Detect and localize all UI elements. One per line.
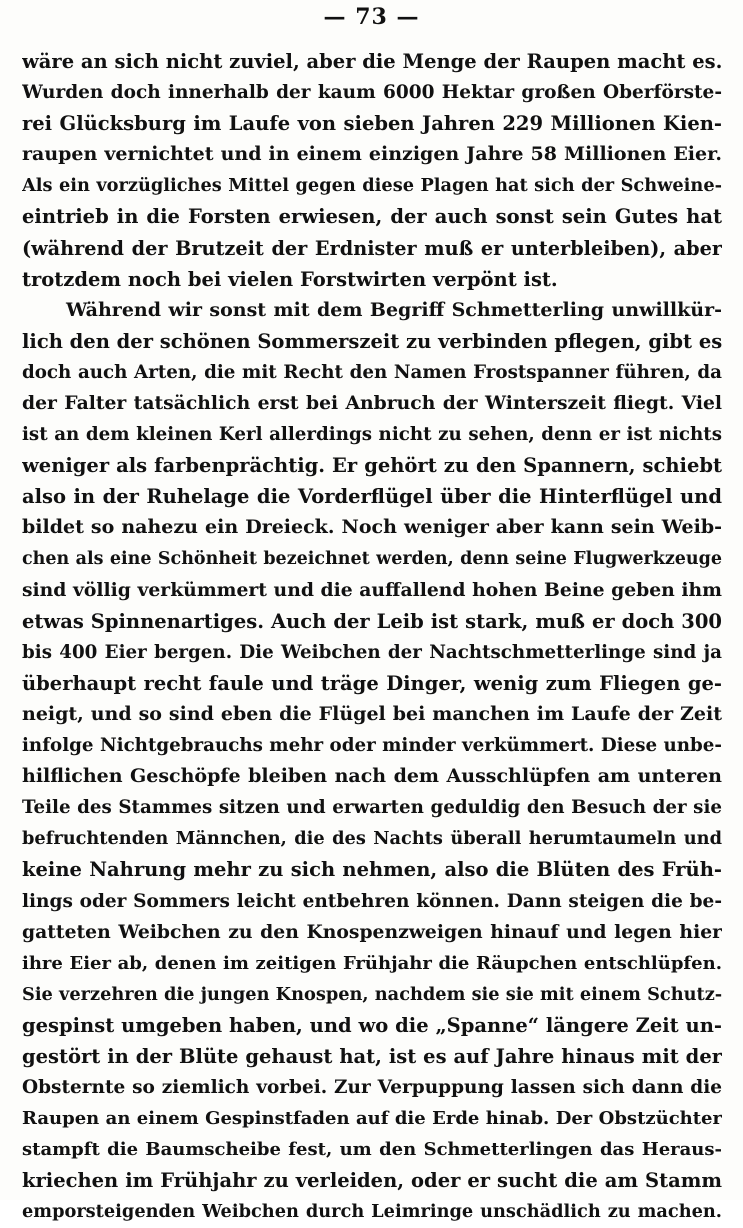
text-line: Obsternte so ziemlich vorbei. Zur Verpuppung lassen sich dann die (22, 1077, 722, 1099)
paragraph-end-line: trotzdem noch bei vielen Forstwirten verpönt ist. (22, 267, 558, 291)
text-line: kriechen im Frühjahr zu verleiden, oder er sucht die am Stamm (22, 1169, 722, 1193)
text-line: eintrieb in die Forsten erwiesen, der auch sonst sein Gutes hat (22, 205, 722, 229)
text-line: sind völlig verkümmert und die auffallend hohen Beine geben ihm (22, 578, 722, 601)
text-line: lich den der schönen Sommerszeit zu verbinden pflegen, gibt es (22, 329, 722, 353)
text-line: ihre Eier ab, denen im zeitigen Frühjahr die Räupchen entschlüpfen. (22, 952, 722, 974)
text-line: wäre an sich nicht zuviel, aber die Menge der Raupen macht es. (22, 50, 722, 73)
text-line: der Falter tatsächlich erst bei Anbruch der Winterszeit fliegt. Viel (22, 392, 722, 415)
text-line: stampft die Baumscheibe fest, um den Schmetterlingen das Heraus- (22, 1139, 722, 1161)
page-number: — 73 — (323, 4, 420, 30)
text-line: keine Nahrung mehr zu sich nehmen, also die Blüten des Früh- (22, 858, 722, 882)
paragraph-start-line: Während wir sonst mit dem Begriff Schmetterling unwillkür- (66, 298, 722, 321)
text-line: neigt, und so sind eben die Flügel bei manchen im Laufe der Zeit (22, 702, 722, 725)
text-line: bildet so nahezu ein Dreieck. Noch weniger aber kann sein Weib- (22, 516, 722, 539)
text-line: rei Glücksburg im Laufe von sieben Jahren 229 Millionen Kien- (22, 112, 722, 136)
text-line: hilflichen Geschöpfe bleiben nach dem Ausschlüpfen am unteren (22, 765, 722, 788)
text-line: Als ein vorzügliches Mittel gegen diese Plagen hat sich der Schweine- (22, 175, 722, 197)
text-line: gestört in der Blüte gehaust hat, ist es auf Jahre hinaus mit der (22, 1045, 722, 1068)
text-line: gespinst umgeben haben, und wo die „Spanne“ längere Zeit un- (22, 1013, 722, 1037)
text-line: bis 400 Eier bergen. Die Weibchen der Nachtschmetterlinge sind ja (22, 641, 722, 663)
text-line: Wurden doch innerhalb der kaum 6000 Hektar großen Oberförste- (22, 82, 722, 104)
text-line: (während der Brutzeit der Erdnister muß er unterbleiben), aber (22, 236, 722, 260)
text-line: chen als eine Schönheit bezeichnet werden, denn seine Flugwerkzeuge (22, 548, 722, 569)
text-line: also in der Ruhelage die Vorderflügel über die Hinterflügel und (22, 485, 722, 509)
text-line: Sie verzehren die jungen Knospen, nachdem sie sie mit einem Schutz- (22, 983, 722, 1005)
text-line: raupen vernichtet und in einem einzigen Jahre 58 Millionen Eier. (22, 143, 722, 166)
text-line: Teile des Stammes sitzen und erwarten geduldig den Besuch der sie (22, 797, 722, 819)
text-line: befruchtenden Männchen, die des Nachts überall herumtaumeln und (22, 828, 722, 850)
text-line: ist an dem kleinen Kerl allerdings nicht zu sehen, denn er ist nichts (22, 424, 722, 446)
text-line: etwas Spinnenartiges. Auch der Leib ist stark, muß er doch 300 (22, 609, 722, 633)
text-line: infolge Nichtgebrauchs mehr oder minder verkümmert. Diese unbe- (22, 735, 722, 757)
text-line: Raupen an einem Gespinstfaden auf die Erde hinab. Der Obstzüchter (22, 1108, 722, 1130)
text-line: gatteten Weibchen zu den Knospenzweigen hinauf und legen hier (22, 920, 722, 943)
text-line: emporsteigenden Weibchen durch Leimringe unschädlich zu machen. (22, 1201, 722, 1223)
text-line: lings oder Sommers leicht entbehren können. Dann steigen die be- (22, 890, 722, 912)
body-text (22, 46, 722, 1228)
text-line: überhaupt recht faule und träge Dinger, wenig zum Fliegen ge- (22, 671, 722, 695)
text-line: weniger als farbenprächtig. Er gehört zu den Spannern, schiebt (22, 454, 722, 478)
text-line: doch auch Arten, die mit Recht den Namen Frostspanner führen, da (22, 361, 722, 383)
